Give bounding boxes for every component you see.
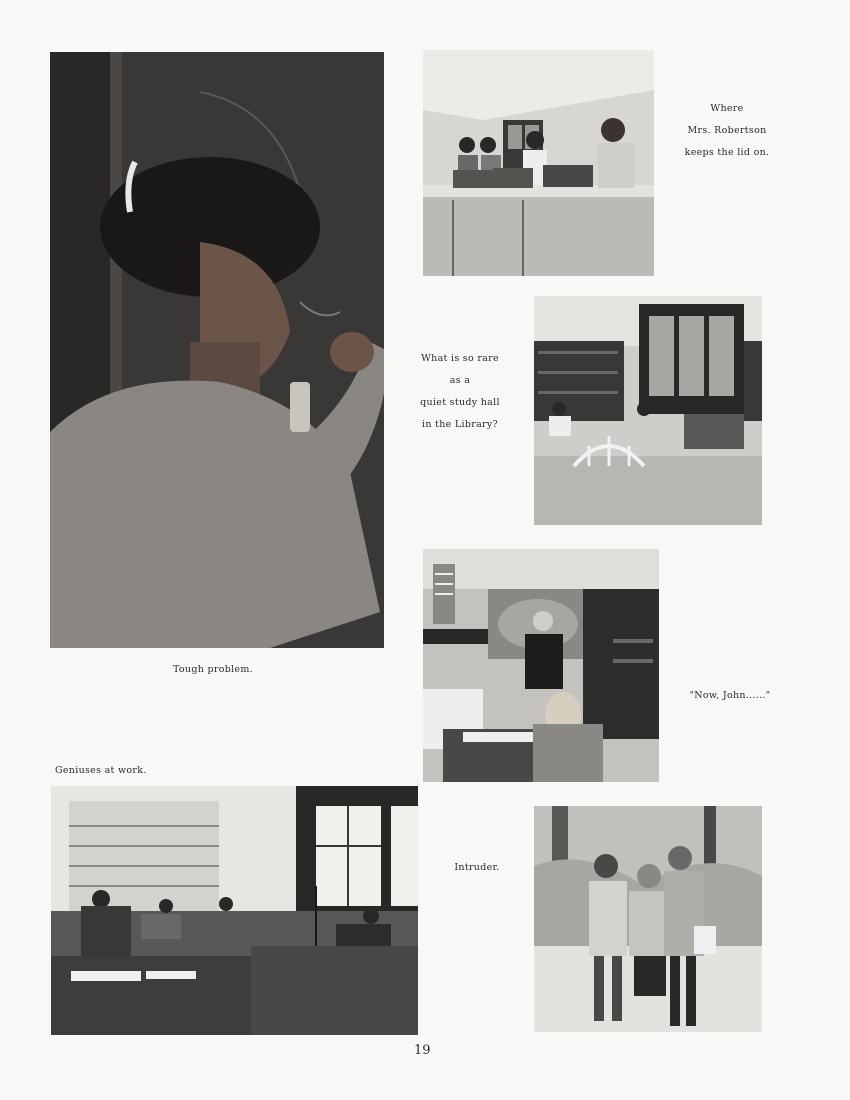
library-caption [418,348,502,436]
outdoor-photo [534,806,762,1032]
library-caption-line-1: What is so rare [421,353,499,364]
classroom-caption: "Now, John......" [689,690,771,701]
typing-caption-line-1: Where [710,103,744,114]
library-photo [534,296,762,525]
chalkboard-caption: Tough problem. [173,664,253,675]
typing-caption-line-2: Mrs. Robertson [687,125,767,136]
typing-class-photo [423,50,654,276]
library-caption-line-3: quiet study hall [420,397,500,408]
typing-caption-line-3: keeps the lid on. [684,147,770,158]
classroom-photo [423,549,659,782]
lab-caption: Geniuses at work. [55,765,147,776]
typing-caption [684,98,770,164]
page-number: 19 [414,1043,431,1058]
library-caption-line-2: as a [449,375,471,386]
lab-photo [51,786,418,1035]
chalkboard-photo [50,52,384,648]
library-caption-line-4: in the Library? [422,419,498,430]
outdoor-caption: Intruder. [454,862,500,873]
